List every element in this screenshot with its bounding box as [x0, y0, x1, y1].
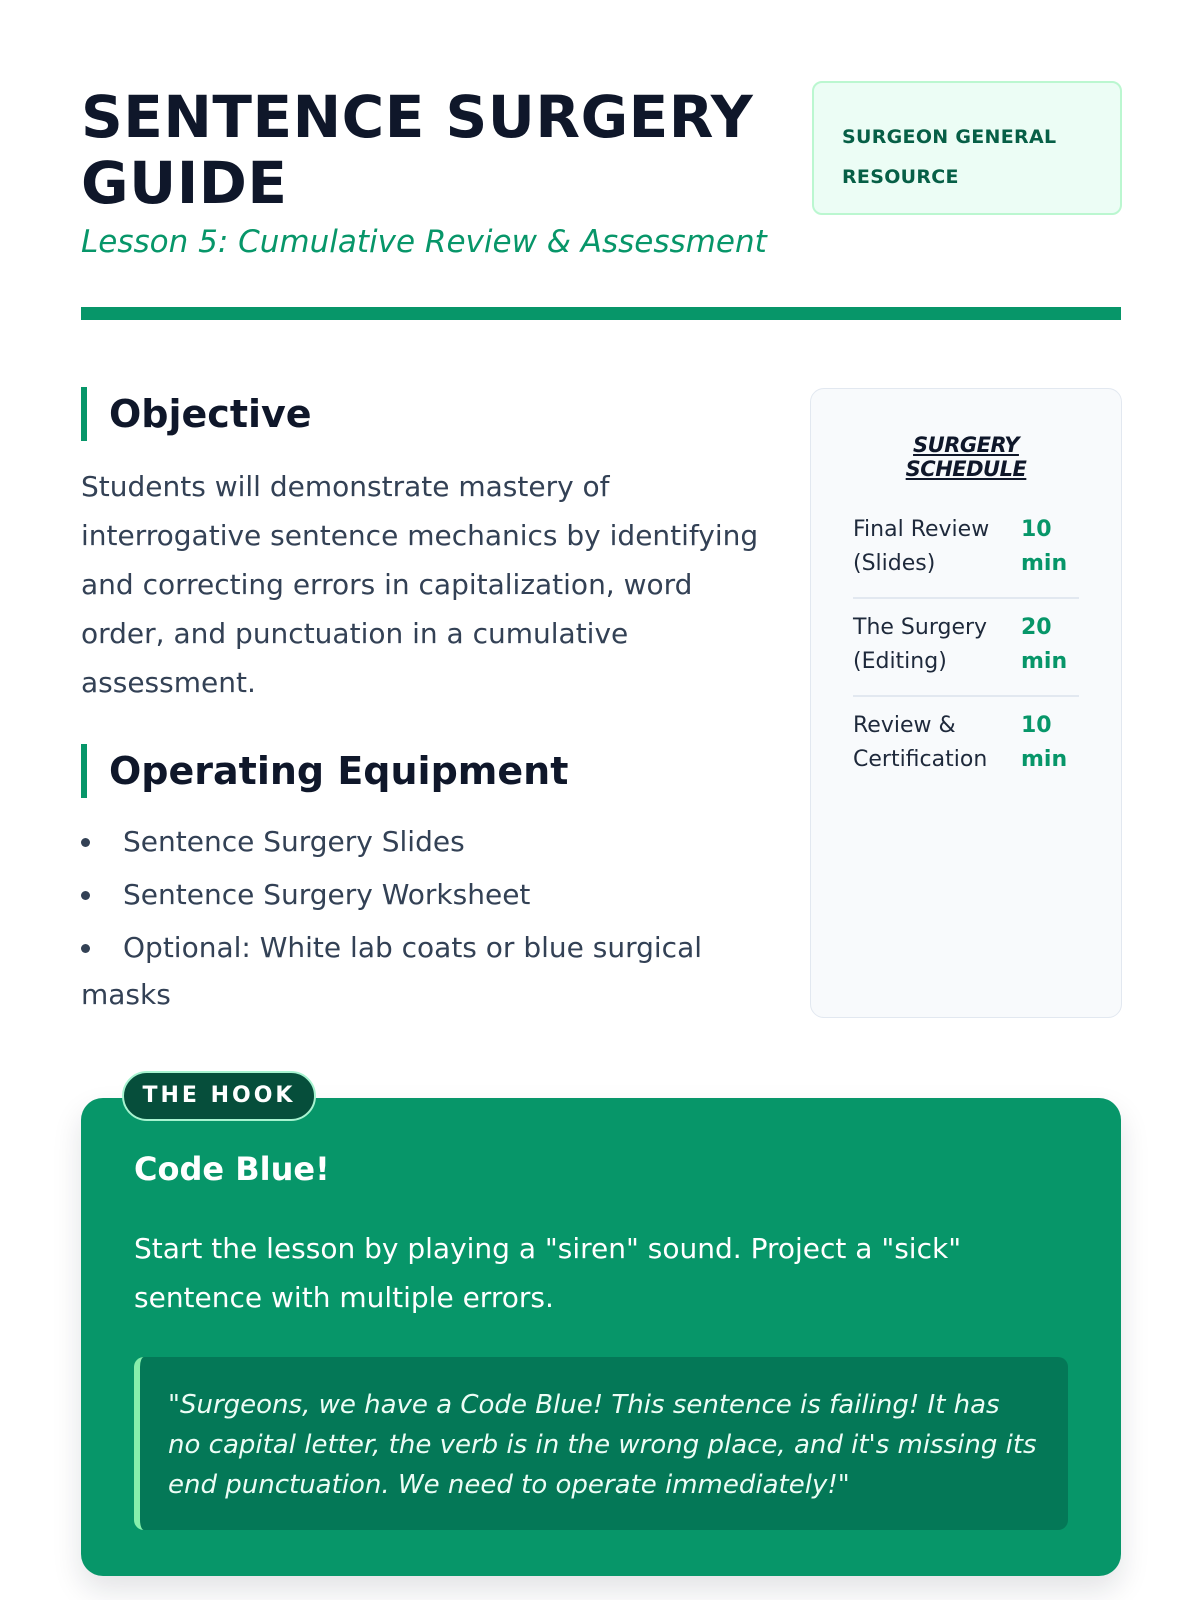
hook-instructions: Start the lesson by playing a "siren" sound. Project a "sick" sentence with multiple errors. [134, 1232, 962, 1314]
list-item [81, 818, 771, 865]
schedule-activity: Final Review (Slides) [853, 517, 990, 576]
resource-badge [812, 81, 1122, 215]
bullet-icon [81, 891, 90, 900]
resource-badge-label: SURGEON GENERAL RESOURCE [842, 126, 1057, 188]
equipment-item-label: Sentence Surgery Slides [123, 825, 465, 858]
equipment-item-label: Optional: White lab coats or blue surgical masks [81, 931, 703, 1011]
list-item [81, 924, 771, 1018]
hook-tag: THE HOOK [122, 1071, 316, 1121]
page-header [81, 78, 1121, 318]
bullet-icon [81, 944, 90, 953]
hook-title: Code Blue! [134, 1150, 330, 1188]
schedule-duration: 10 min [1021, 517, 1068, 576]
equipment-list [81, 818, 771, 1024]
schedule-activity: The Surgery (Editing) [853, 615, 988, 674]
schedule-row [853, 501, 1079, 599]
schedule-activity: Review & Certification [853, 713, 988, 772]
surgery-schedule-panel [810, 388, 1122, 1018]
objective-text: Students will demonstrate mastery of interrogative sentence mechanics by identifying and correcting errors in capitalization, word order, and punctuation in a cumulative assessment. [81, 470, 759, 699]
hook-card [81, 1083, 1121, 1576]
schedule-row [853, 697, 1079, 793]
schedule-row [853, 599, 1079, 697]
schedule-title: SURGERY SCHEDULE [905, 433, 1027, 481]
header-divider [81, 307, 1121, 320]
page-title: SENTENCE SURGERY GUIDE [81, 83, 754, 217]
lesson-page [81, 0, 1121, 1600]
equipment-heading: Operating Equipment [81, 744, 781, 798]
schedule-duration: 10 min [1021, 713, 1068, 772]
hook-quote: "Surgeons, we have a Code Blue! This sentence is failing! It has no capital letter, the verb is in the wrong place, and it's missing its end punctuation. We need to operate immediately!" [134, 1357, 1068, 1530]
list-item [81, 871, 771, 918]
lesson-subtitle: Lesson 5: Cumulative Review & Assessment [81, 224, 767, 260]
objective-heading: Objective [81, 387, 781, 441]
equipment-item-label: Sentence Surgery Worksheet [123, 878, 531, 911]
bullet-icon [81, 838, 90, 847]
schedule-duration: 20 min [1021, 615, 1068, 674]
